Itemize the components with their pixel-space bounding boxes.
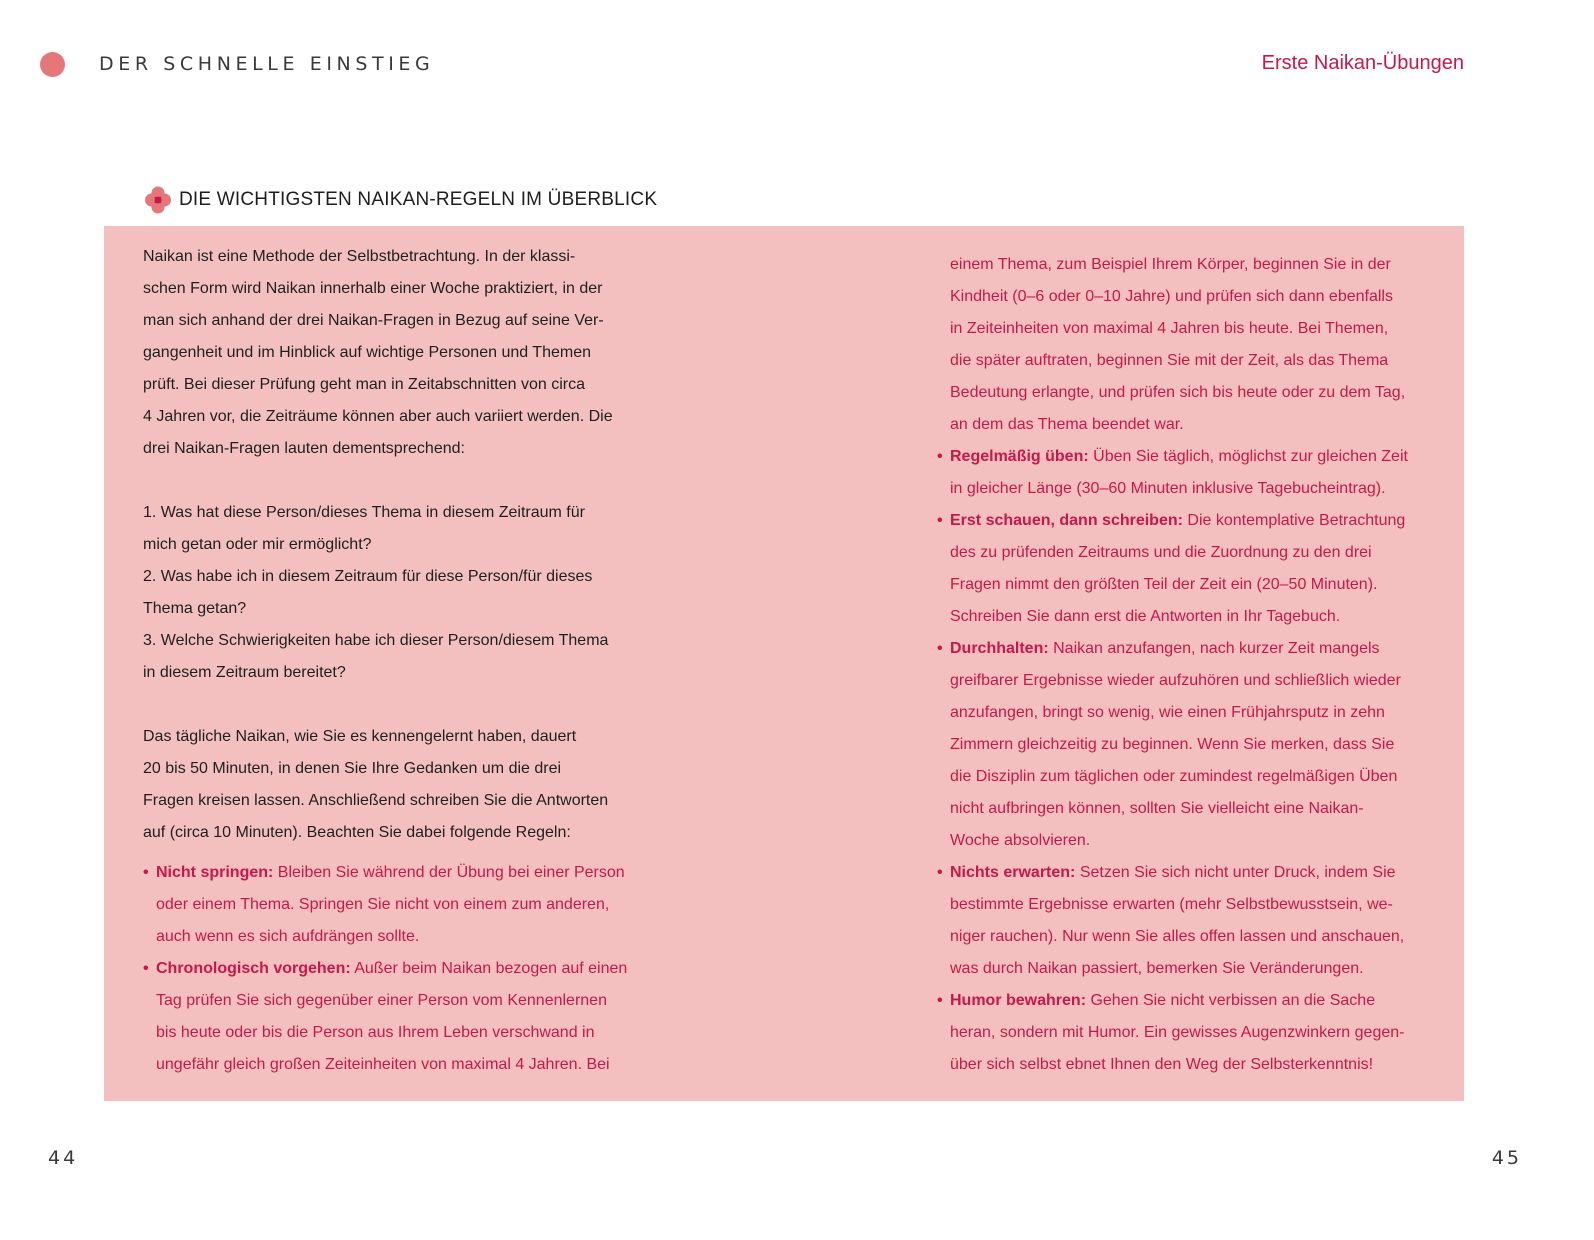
text-line: heran, sondern mit Humor. Ein gewisses Augenzwinkern gegen- <box>950 1024 1405 1041</box>
text-line: die später auftraten, beginnen Sie mit der Zeit, als das Thema <box>950 352 1389 369</box>
box-heading-text: DIE WICHTIGSTEN NAIKAN-REGELN IM ÜBERBLICK <box>179 189 658 210</box>
rule-continuation <box>937 249 1442 441</box>
text-line: anzufangen, bringt so wenig, wie einen Frühjahrsputz in zehn <box>950 704 1385 721</box>
text-line: Naikan ist eine Methode der Selbstbetrachtung. In der klassi- <box>143 248 576 265</box>
text-line: einem Thema, zum Beispiel Ihrem Körper, beginnen Sie in der <box>950 256 1391 273</box>
text-line: über sich selbst ebnet Ihnen den Weg der Selbsterkenntnis! <box>950 1056 1374 1073</box>
text-line: auf (circa 10 Minuten). Beachten Sie dabei folgende Regeln: <box>143 824 571 841</box>
section-title: DER SCHNELLE EINSTIEG <box>99 53 435 75</box>
rule-text: Setzen Sie sich nicht unter Druck, indem Sie <box>1075 864 1396 881</box>
rule-text: Die kontemplative Betrachtung <box>1182 512 1406 529</box>
text-line: greifbarer Ergebnisse wieder aufzuhören und schließlich wieder <box>950 672 1401 689</box>
rule-first-line <box>937 985 1442 1017</box>
text-line: Thema getan? <box>143 600 247 617</box>
text-line: man sich anhand der drei Naikan-Fragen in Bezug auf seine Ver- <box>143 312 604 329</box>
rule-first-line <box>937 857 1442 889</box>
text-line: ungefähr gleich großen Zeiteinheiten von maximal 4 Jahren. Bei <box>156 1056 610 1073</box>
text-line: Kindheit (0–6 oder 0–10 Jahre) und prüfen sich dann ebenfalls <box>950 288 1393 305</box>
text-line: prüft. Bei dieser Prüfung geht man in Zeitabschnitten von circa <box>143 376 586 393</box>
text-line: 3. Welche Schwierigkeiten habe ich dieser Person/diesem Thema <box>143 632 609 649</box>
text-line: in Zeiteinheiten von maximal 4 Jahren bis heute. Bei Themen, <box>950 320 1389 337</box>
text-line: was durch Naikan passiert, bemerken Sie Veränderungen. <box>950 960 1364 977</box>
rule-term: Regelmäßig üben: <box>950 448 1089 465</box>
text-line: Fragen kreisen lassen. Anschließend schreiben Sie die Antworten <box>143 792 609 809</box>
rule-first-line <box>937 441 1442 473</box>
text-line: bis heute oder bis die Person aus Ihrem Leben verschwand in <box>156 1024 595 1041</box>
text-line: Woche absolvieren. <box>950 832 1091 849</box>
text-line: mich getan oder mir ermöglicht? <box>143 536 372 553</box>
rule-first-line <box>937 633 1442 665</box>
rule-term: Nicht springen: <box>156 864 274 881</box>
rule-item <box>143 953 643 1081</box>
text-line: Tag prüfen Sie sich gegenüber einer Person vom Kennenlernen <box>156 992 607 1009</box>
rule-text: Gehen Sie nicht verbissen an die Sache <box>1086 992 1376 1009</box>
text-line: nicht aufbringen können, sollten Sie vielleicht eine Naikan- <box>950 800 1364 817</box>
rule-text: Üben Sie täglich, möglichst zur gleichen Zeit <box>1088 448 1408 465</box>
flower-icon <box>143 185 173 215</box>
rule-term: Chronologisch vorgehen: <box>156 960 351 977</box>
rule-item <box>937 505 1442 633</box>
text-line: Das tägliche Naikan, wie Sie es kennengelernt haben, dauert <box>143 728 577 745</box>
text-line: 20 bis 50 Minuten, in denen Sie Ihre Gedanken um die drei <box>143 760 562 777</box>
text-line: an dem das Thema beendet war. <box>950 416 1184 433</box>
intro-paragraph <box>143 241 643 465</box>
text-line: 4 Jahren vor, die Zeiträume können aber auch variiert werden. Die <box>143 408 613 425</box>
page-number-right: 45 <box>1491 1147 1522 1169</box>
text-line: bestimmte Ergebnisse erwarten (mehr Selbstbewusstsein, we- <box>950 896 1393 913</box>
left-column <box>143 241 643 1081</box>
text-line: Bedeutung erlangte, und prüfen sich bis heute oder zu dem Tag, <box>950 384 1406 401</box>
rule-item <box>937 633 1442 857</box>
text-line: 2. Was habe ich in diesem Zeitraum für diese Person/für dieses <box>143 568 593 585</box>
rule-term: Durchhalten: <box>950 640 1049 657</box>
text-line: schen Form wird Naikan innerhalb einer Woche praktiziert, in der <box>143 280 603 297</box>
text-line: in diesem Zeitraum bereitet? <box>143 664 346 681</box>
text-line: oder einem Thema. Springen Sie nicht von einem zum anderen, <box>156 896 610 913</box>
rule-item <box>937 985 1442 1081</box>
rule-text: Naikan anzufangen, nach kurzer Zeit mangels <box>1048 640 1380 657</box>
rule-term: Erst schauen, dann schreiben: <box>950 512 1183 529</box>
text-line: drei Naikan-Fragen lauten dementsprechend: <box>143 440 465 457</box>
rule-item <box>143 857 643 953</box>
right-column <box>937 249 1442 1081</box>
rule-text: Außer beim Naikan bezogen auf einen <box>350 960 628 977</box>
text-line: Schreiben Sie dann erst die Antworten in Ihr Tagebuch. <box>950 608 1341 625</box>
text-line: Zimmern gleichzeitig zu beginnen. Wenn Sie merken, dass Sie <box>950 736 1395 753</box>
daily-paragraph <box>143 721 643 849</box>
rule-term: Humor bewahren: <box>950 992 1087 1009</box>
page-number-left: 44 <box>48 1147 79 1169</box>
rule-item <box>937 857 1442 985</box>
text-line: gangenheit und im Hinblick auf wichtige Personen und Themen <box>143 344 591 361</box>
text-line: auch wenn es sich aufdrängen sollte. <box>156 928 420 945</box>
chapter-title: Erste Naikan-Übungen <box>1261 52 1464 74</box>
text-line: in gleicher Länge (30–60 Minuten inklusive Tagebucheintrag). <box>950 480 1386 497</box>
header-dot-icon <box>40 52 65 77</box>
rule-first-line <box>937 505 1442 537</box>
text-line: des zu prüfenden Zeitraums und die Zuordnung zu den drei <box>950 544 1372 561</box>
rule-text: Bleiben Sie während der Übung bei einer Person <box>273 864 625 881</box>
questions-list <box>143 497 643 689</box>
rule-term: Nichts erwarten: <box>950 864 1076 881</box>
text-line: 1. Was hat diese Person/dieses Thema in diesem Zeitraum für <box>143 504 585 521</box>
text-line: niger rauchen). Nur wenn Sie alles offen lassen und anschauen, <box>950 928 1405 945</box>
box-heading <box>143 185 657 215</box>
rule-item <box>937 441 1442 505</box>
text-line: Fragen nimmt den größten Teil der Zeit ein (20–50 Minuten). <box>950 576 1378 593</box>
rule-first-line <box>143 857 643 889</box>
rule-first-line <box>143 953 643 985</box>
text-line: die Disziplin zum täglichen oder zumindest regelmäßigen Üben <box>950 768 1398 785</box>
